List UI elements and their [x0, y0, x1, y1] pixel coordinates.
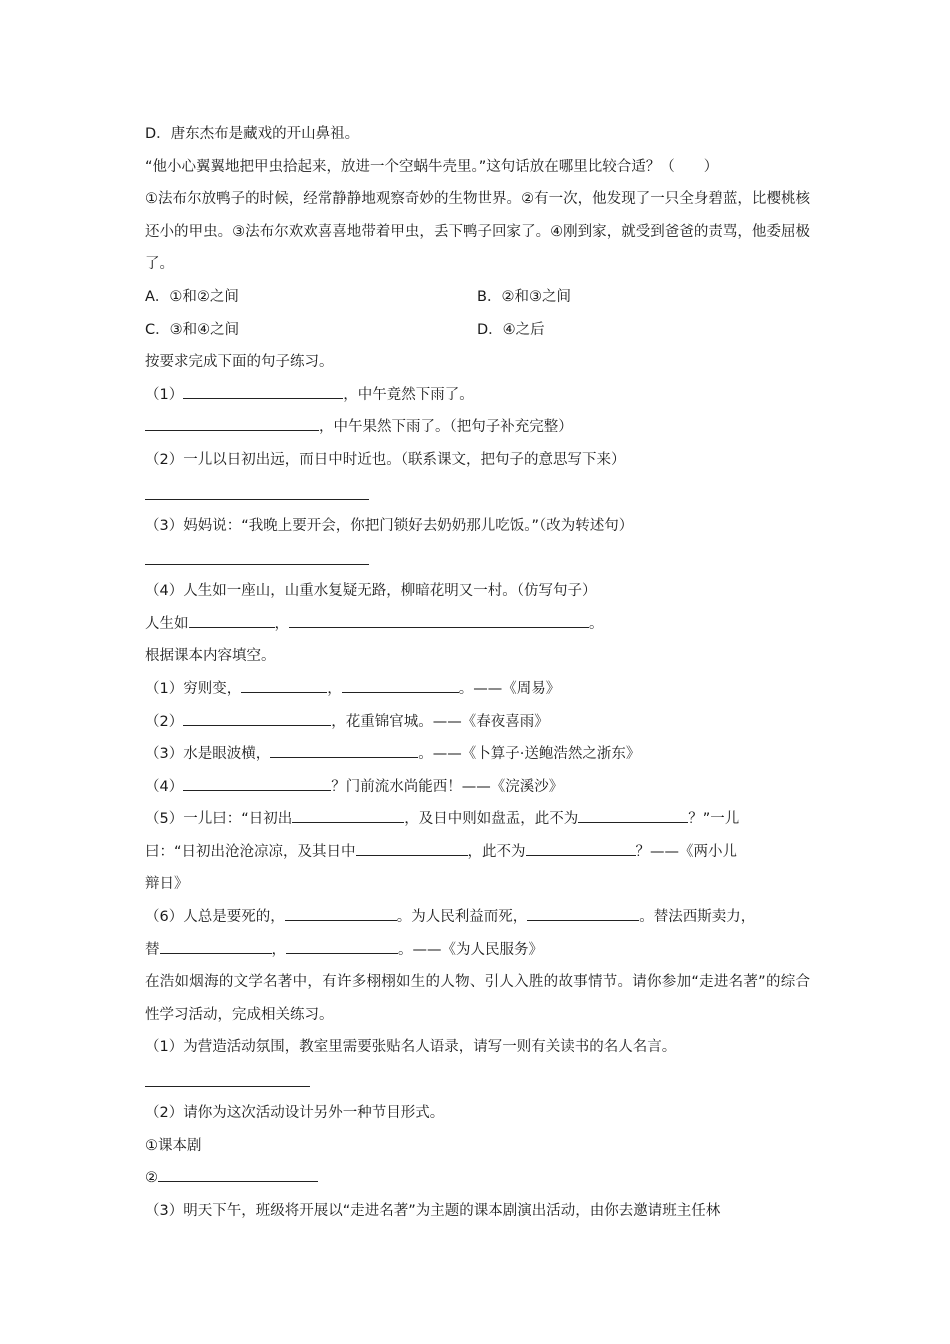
sentence-1a-text: ，中午竟然下雨了。 — [343, 386, 474, 403]
answer-line[interactable] — [145, 477, 369, 500]
prev-option-d: D．唐东杰布是藏戏的开山鼻祖。 — [145, 126, 360, 142]
answer-blank[interactable] — [145, 413, 319, 431]
answer-blank[interactable] — [526, 838, 636, 856]
fill-5-text-a: （5）一儿曰：“日初出 — [145, 811, 293, 828]
answer-blank[interactable] — [356, 838, 468, 856]
answer-blank[interactable] — [183, 773, 331, 791]
fill-1-text: （1）穷则变， — [145, 680, 242, 697]
fill-2-prefix: （2） — [145, 713, 184, 730]
books-part-2: （2）请你为这次活动设计另外一种节目形式。 — [145, 1105, 445, 1122]
beetle-option-c[interactable]: C．③和④之间 — [145, 321, 240, 338]
beetle-option-d[interactable]: D．④之后 — [477, 321, 545, 338]
fill-6-text-c: 。替法西斯卖力， — [639, 909, 756, 926]
sentence-4-comma: ， — [274, 615, 289, 632]
fill-1 — [145, 673, 810, 706]
fill-5a — [145, 803, 810, 836]
answer-blank[interactable] — [292, 805, 404, 823]
fill-5c: 辩日》 — [145, 876, 189, 893]
sentence-1b-text: ，中午果然下雨了。（把句子补充完整） — [319, 419, 573, 436]
sentence-1a — [145, 379, 810, 412]
fill-1-comma: ， — [327, 680, 342, 697]
answer-blank[interactable] — [183, 381, 343, 399]
answer-blank[interactable] — [527, 903, 639, 921]
fill-6-text-e: ， — [271, 941, 286, 958]
books-question-stem: 在浩如烟海的文学名著中，有许多栩栩如生的人物、引人入胜的故事情节。请你参加“走进名著”的综合性学习活动，完成相关练习。 — [145, 974, 810, 1023]
fill-6a — [145, 901, 810, 934]
beetle-option-b[interactable]: B．②和③之间 — [477, 288, 571, 305]
sentence-1b — [145, 411, 810, 444]
document-page — [145, 118, 810, 1227]
sentence-question-stem: 按要求完成下面的句子练习。 — [145, 354, 334, 371]
answer-line[interactable] — [145, 1064, 310, 1087]
books-part-2-option-1: ①课本剧 — [145, 1137, 202, 1154]
fill-5-text-c: ？”一儿 — [688, 811, 740, 828]
fill-3-text: （3）水是眼波横， — [145, 746, 271, 763]
sentence-4: （4）人生如一座山，山重水复疑无路，柳暗花明又一村。（仿写句子） — [145, 583, 597, 600]
books-part-1: （1）为营造活动氛围，教室里需要张贴名人语录，请写一则有关读书的名人名言。 — [145, 1039, 677, 1056]
fill-5-text-f: ？——《两小儿 — [635, 843, 738, 860]
sentence-4-end: 。 — [589, 615, 604, 632]
sentence-2: （2）一儿以日初出远，而日中时近也。（联系课文，把句子的意思写下来） — [145, 451, 626, 468]
answer-blank[interactable] — [289, 610, 589, 628]
option-2-marker: ② — [145, 1170, 158, 1187]
answer-blank[interactable] — [158, 1164, 318, 1182]
answer-blank[interactable] — [342, 675, 459, 693]
fill-question-stem: 根据课本内容填空。 — [145, 648, 276, 665]
fill-4-text: ？门前流水尚能西！——《浣溪沙》 — [331, 778, 564, 795]
fill-5-text-e: ，此不为 — [467, 843, 526, 860]
answer-blank[interactable] — [241, 675, 327, 693]
fill-4 — [145, 771, 810, 804]
books-part-3: （3）明天下午，班级将开展以“走进名著”为主题的课本剧演出活动，由你去邀请班主任林 — [145, 1202, 721, 1219]
answer-blank[interactable] — [285, 903, 397, 921]
fill-3-source: 。——《卜算子·送鲍浩然之浙东》 — [418, 746, 641, 763]
fill-6-text-b: 。为人民利益而死， — [396, 909, 528, 926]
fill-6-text-a: （6）人总是要死的， — [145, 909, 285, 926]
answer-blank[interactable] — [189, 610, 275, 628]
fill-6-text-d: 替 — [145, 941, 160, 958]
beetle-option-a[interactable]: A．①和②之间 — [145, 288, 239, 305]
fill-5b — [145, 836, 810, 869]
fill-5-text-b: ，及日中则如盘盂，此不为 — [404, 811, 579, 828]
fill-5-text-d: 曰：“日初出沧沧凉凉，及其日中 — [145, 843, 356, 860]
sentence-4-answer — [145, 608, 810, 641]
answer-blank[interactable] — [160, 936, 272, 954]
books-part-2-option-2 — [145, 1162, 810, 1195]
sentence-1-prefix: （1） — [145, 386, 184, 403]
fill-2 — [145, 706, 810, 739]
fill-6b — [145, 934, 810, 967]
beetle-question-stem: “他小心翼翼地把甲虫拾起来，放进一个空蜗牛壳里。”这句话放在哪里比较合适？（ ） — [145, 158, 719, 175]
fill-6-text-f: 。——《为人民服务》 — [398, 941, 543, 958]
fill-1-source: 。——《周易》 — [458, 680, 561, 697]
fill-2-text: ，花重锦官城。——《春夜喜雨》 — [331, 713, 549, 730]
beetle-passage: ①法布尔放鸭子的时候，经常静静地观察奇妙的生物世界。②有一次，他发现了一只全身碧蓝，比樱桃核还小的甲虫。③法布尔欢欢喜喜地带着甲虫，丢下鸭子回家了。④刚到家，就受到爸爸的责骂，他委屈极了。 — [145, 191, 810, 273]
answer-blank[interactable] — [183, 708, 331, 726]
answer-line[interactable] — [145, 542, 369, 565]
sentence-4-prefix: 人生如 — [145, 615, 189, 632]
sentence-3: （3）妈妈说：“我晚上要开会，你把门锁好去奶奶那儿吃饭。”（改为转述句） — [145, 517, 634, 534]
fill-4-prefix: （4） — [145, 778, 184, 795]
answer-blank[interactable] — [578, 805, 688, 823]
fill-3 — [145, 738, 810, 771]
answer-blank[interactable] — [270, 740, 418, 758]
answer-blank[interactable] — [286, 936, 398, 954]
